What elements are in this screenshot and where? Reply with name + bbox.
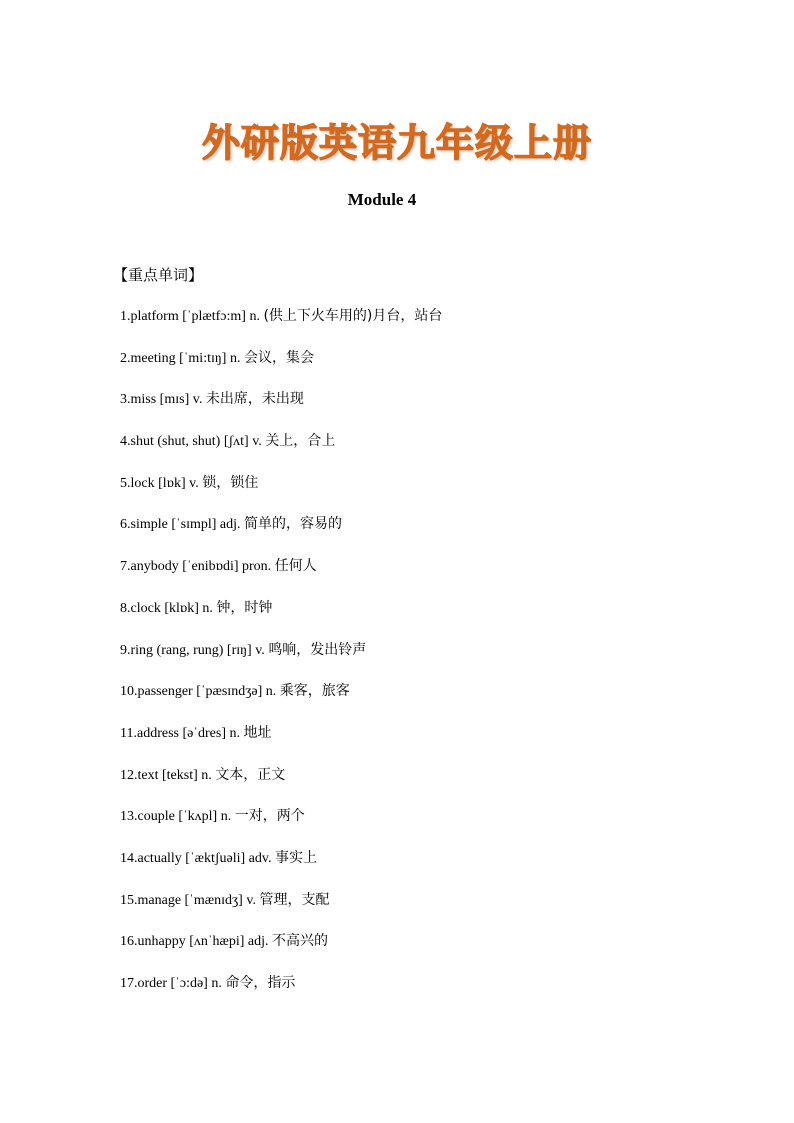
vocab-entry [120, 806, 740, 848]
section-heading: 【重点单词】 [113, 266, 204, 284]
vocab-meaning: (供上下火车用的)月台，站台 [263, 308, 443, 324]
vocab-meaning: 事实上 [274, 849, 317, 866]
vocab-word: 15.manage [ˈmænɪdʒ] v. [120, 892, 260, 908]
vocab-word: 13.couple [ˈkʌpl] n. [120, 809, 235, 825]
vocab-word: 16.unhappy [ʌnˈhæpi] adj. [120, 934, 273, 950]
vocab-entry [120, 723, 740, 765]
vocab-meaning: 关上，合上 [265, 433, 336, 450]
vocab-meaning: 锁，锁住 [202, 474, 259, 491]
vocab-word: 3.miss [mɪs] v. [120, 392, 206, 408]
vocab-entry [120, 890, 740, 932]
vocab-word: 17.order [ˈɔ:də] n. [120, 976, 226, 991]
vocab-word: 7.anybody [ˈenibɒdi] pron. [120, 559, 275, 575]
vocabulary-list [120, 306, 740, 1015]
vocab-entry [120, 848, 740, 890]
vocab-entry [120, 598, 740, 640]
vocab-word: 4.shut (shut, shut) [ʃʌt] v. [120, 434, 266, 450]
vocab-meaning: 一对，两个 [234, 808, 305, 825]
vocab-entry [120, 306, 740, 348]
vocab-meaning: 地址 [243, 724, 272, 741]
vocab-word: 12.text [tekst] n. [120, 767, 216, 783]
vocab-word: 5.lock [lɒk] v. [120, 475, 203, 491]
vocab-meaning: 鸣响，发出铃声 [268, 641, 367, 658]
vocab-meaning: 会议，集会 [243, 349, 314, 366]
vocab-entry [120, 765, 740, 807]
vocab-word: 9.ring (rang, rung) [rɪŋ] v. [120, 642, 269, 658]
vocab-entry [120, 473, 740, 515]
module-title: Module 4 [347, 190, 417, 209]
vocab-word: 6.simple [ˈsɪmpl] adj. [120, 517, 245, 533]
vocab-meaning: 不高兴的 [272, 933, 329, 950]
vocab-entry [120, 514, 740, 556]
vocab-meaning: 未出席，未出现 [205, 391, 304, 408]
vocab-entry [120, 389, 740, 431]
vocab-entry [120, 556, 740, 598]
book-title-banner: 外研版英语九年级上册 [201, 121, 592, 165]
vocab-meaning: 管理，支配 [259, 891, 330, 908]
vocab-word: 8.clock [klɒk] n. [120, 600, 217, 616]
vocab-meaning: 钟，时钟 [216, 599, 273, 616]
vocab-meaning: 命令，指示 [225, 975, 296, 991]
vocab-word: 14.actually [ˈæktʃuəli] adv. [120, 850, 275, 866]
vocab-meaning: 乘客，旅客 [279, 683, 350, 700]
vocab-meaning: 简单的，容易的 [244, 516, 343, 533]
vocab-entry [120, 431, 740, 473]
vocab-word: 1.platform [ˈplætfɔ:m] n. [120, 309, 264, 324]
vocab-meaning: 任何人 [274, 558, 317, 575]
vocab-entry [120, 640, 740, 682]
vocab-word: 2.meeting [ˈmi:tɪŋ] n. [120, 350, 244, 366]
vocab-entry [120, 931, 740, 973]
vocab-entry [120, 681, 740, 723]
vocab-entry [120, 348, 740, 390]
vocab-entry [120, 973, 740, 1015]
vocab-word: 11.address [əˈdres] n. [120, 725, 244, 741]
vocab-meaning: 文本，正文 [215, 766, 286, 783]
vocab-word: 10.passenger [ˈpæsɪndʒə] n. [120, 684, 280, 700]
